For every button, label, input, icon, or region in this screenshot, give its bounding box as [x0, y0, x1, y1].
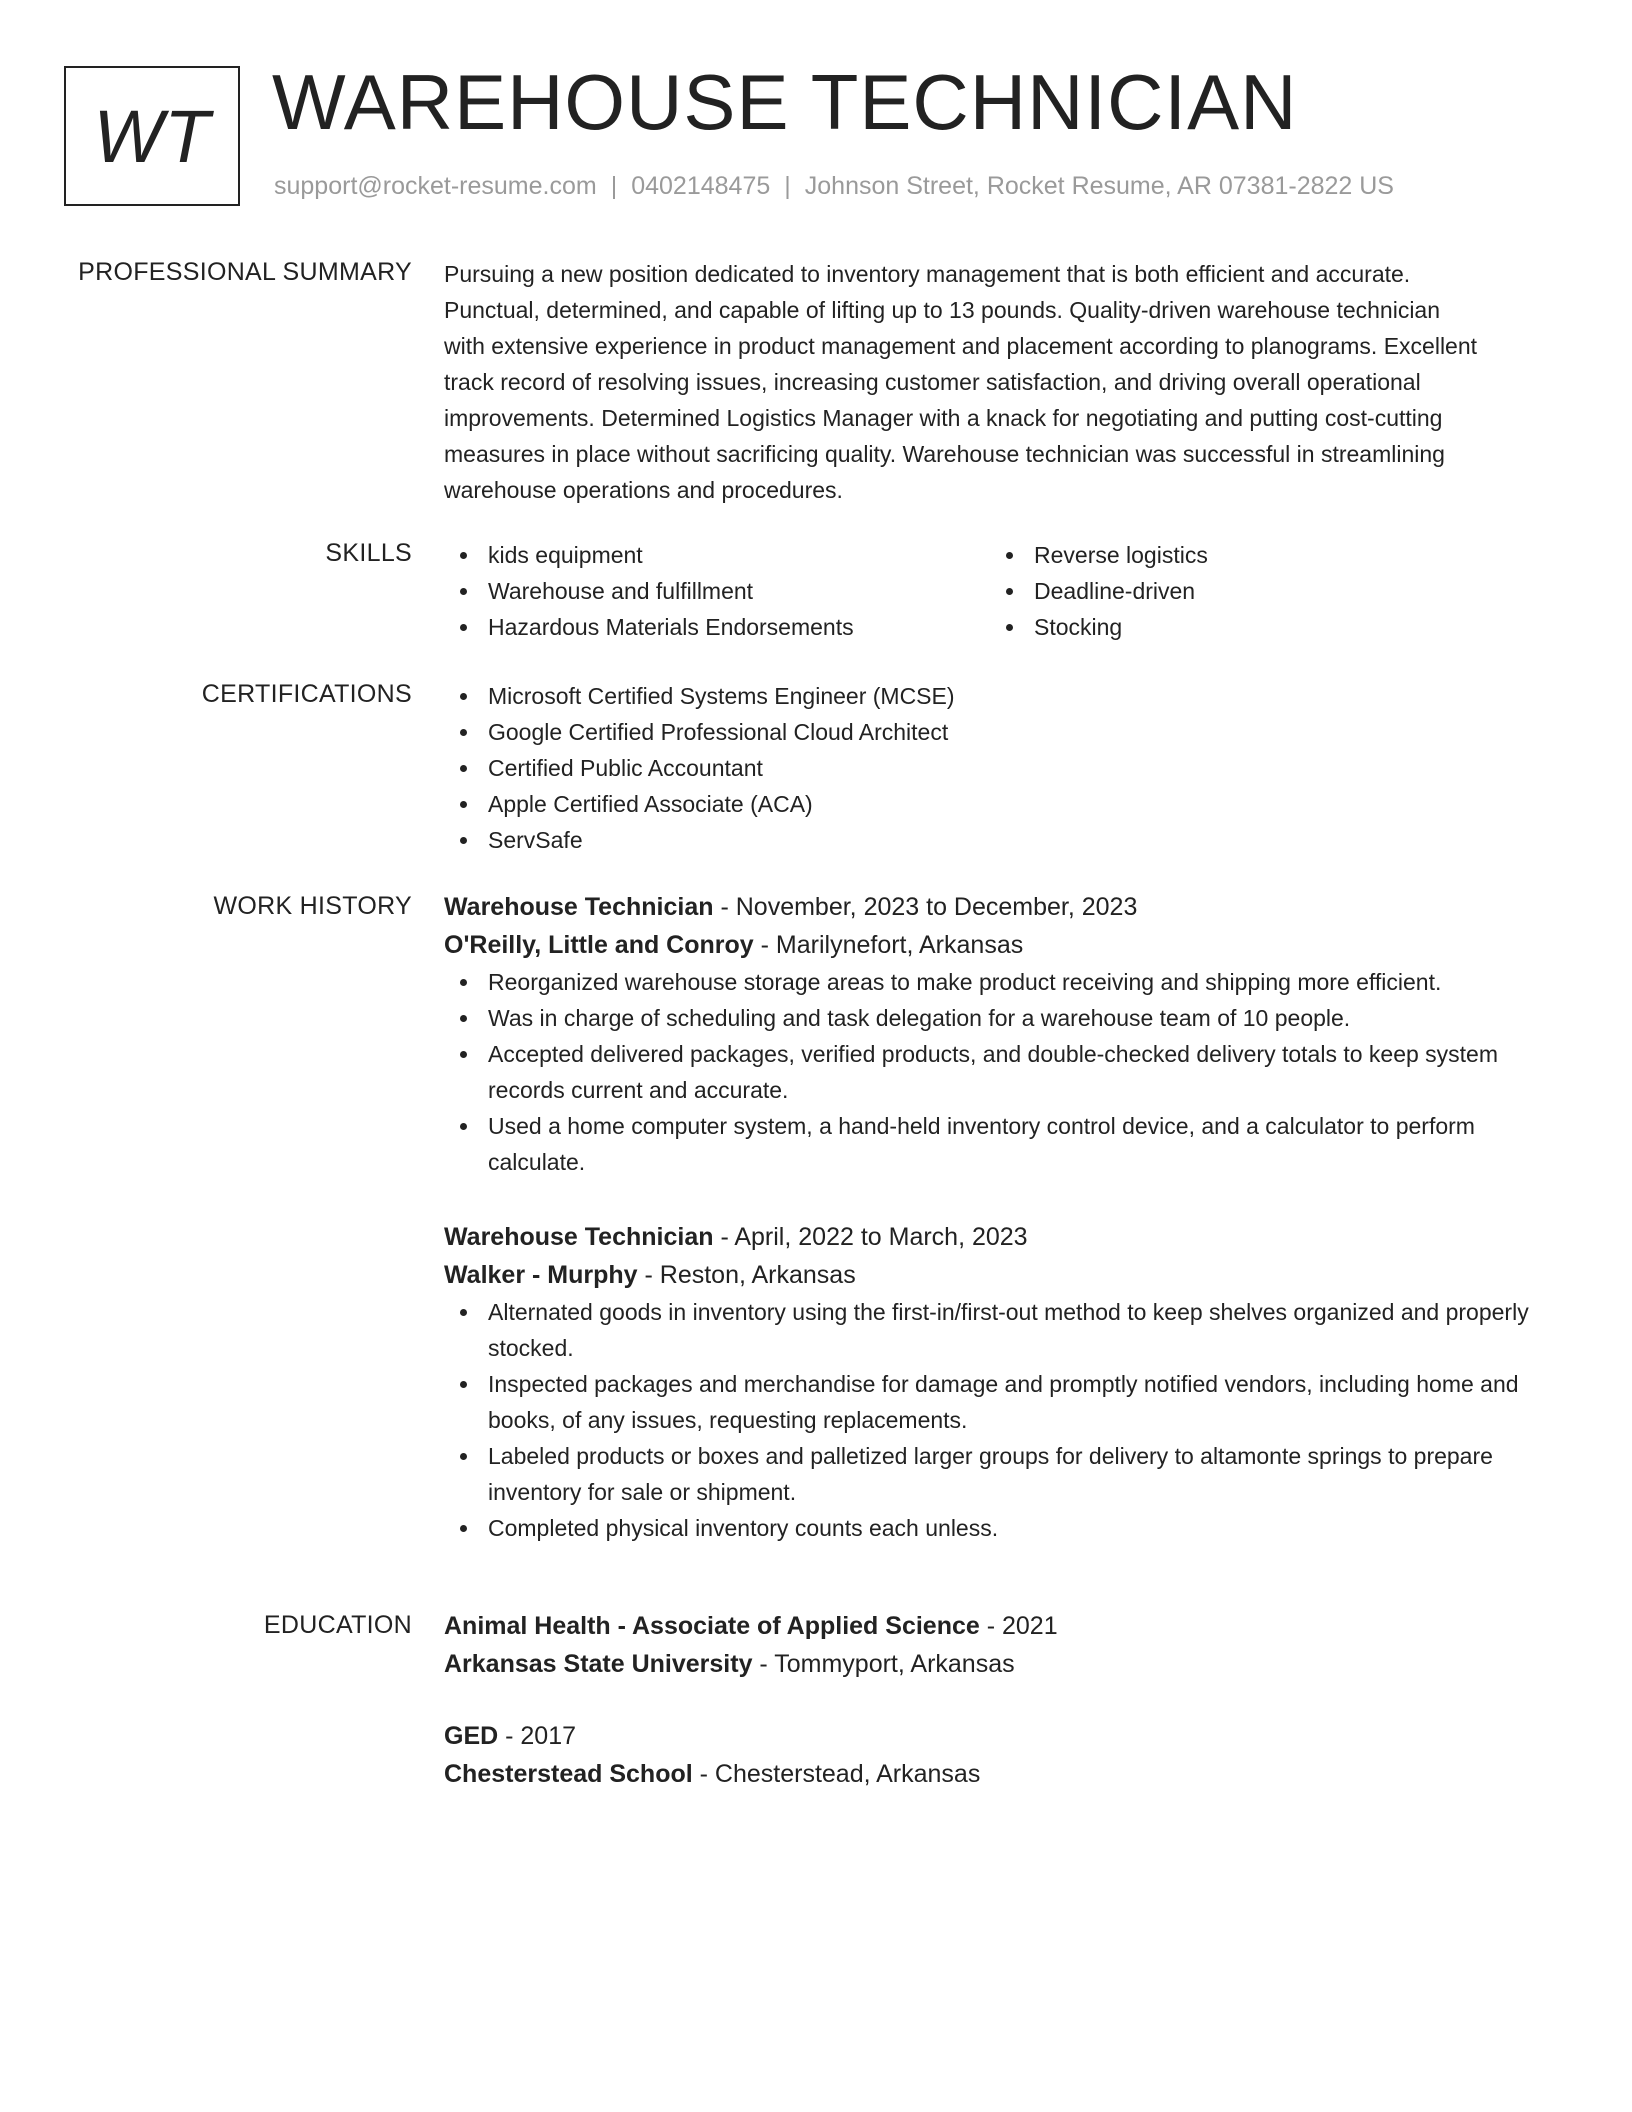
summary-line: warehouse operations and procedures.	[444, 477, 843, 503]
skill-item: Stocking	[990, 609, 1536, 645]
education-year: - 2017	[498, 1722, 577, 1750]
certification-item: Apple Certified Associate (ACA)	[444, 786, 1560, 822]
skills-grid	[444, 537, 1560, 645]
education-heading: EDUCATION	[263, 1611, 412, 1639]
job-company: O'Reilly, Little and Conroy	[444, 931, 754, 959]
skill-item: Deadline-driven	[990, 573, 1536, 609]
education-school-line	[444, 1645, 1560, 1683]
summary-line: with extensive experience in product management and placement according to planograms. Excellent	[444, 333, 1478, 359]
work-history-body	[444, 888, 1560, 1584]
education-degree: Animal Health - Associate of Applied Science	[444, 1612, 980, 1640]
skill-item: kids equipment	[444, 537, 990, 573]
education-location: - Chesterstead, Arkansas	[692, 1760, 981, 1788]
education-school-line	[444, 1755, 1560, 1793]
certification-item: ServSafe	[444, 822, 1560, 858]
education-year: - 2021	[979, 1612, 1058, 1640]
summary-line: Punctual, determined, and capable of lifting up to 13 pounds. Quality-driven warehouse technician	[444, 297, 1441, 323]
certifications-heading: CERTIFICATIONS	[201, 680, 412, 708]
education-entry	[444, 1607, 1560, 1683]
job-role: Warehouse Technician	[444, 893, 714, 921]
education-degree: GED	[444, 1722, 499, 1750]
job-role: Warehouse Technician	[444, 1223, 714, 1251]
summary-line: measures in place without sacrificing quality. Warehouse technician was successful in streamlining	[444, 441, 1445, 467]
job-duty: Used a home computer system, a hand-held inventory control device, and a calculator to perform calculate.	[444, 1108, 1560, 1180]
contact-phone: 0402148475	[631, 172, 771, 200]
resume-name: WAREHOUSE TECHNICIAN	[272, 58, 1298, 146]
contact-separator: |	[610, 172, 618, 200]
job-dates: - April, 2022 to March, 2023	[713, 1223, 1028, 1251]
summary-line: improvements. Determined Logistics Manager with a knack for negotiating and putting cost-cutting	[444, 405, 1443, 431]
contact-separator: |	[784, 172, 791, 200]
job-entry	[444, 888, 1560, 1180]
education-entry	[444, 1717, 1560, 1793]
skill-item: Reverse logistics	[990, 537, 1536, 573]
job-entry	[444, 1218, 1560, 1546]
job-title-line	[444, 888, 1560, 926]
job-company-line	[444, 926, 1560, 964]
job-duty: Labeled products or boxes and palletized larger groups for delivery to altamonte springs to prepare inventory for sale or shipment.	[444, 1438, 1560, 1510]
job-duties	[444, 1294, 1560, 1546]
skills-column-2	[990, 537, 1536, 645]
job-company-line	[444, 1256, 1560, 1294]
contact-email: support@rocket-resume.com	[274, 172, 597, 200]
job-duty: Was in charge of scheduling and task delegation for a warehouse team of 10 people.	[444, 1000, 1560, 1036]
job-duties	[444, 964, 1560, 1180]
job-duty: Alternated goods in inventory using the first-in/first-out method to keep shelves organized and properly stocked.	[444, 1294, 1560, 1366]
certification-item: Certified Public Accountant	[444, 750, 1560, 786]
certifications-body	[444, 678, 1560, 858]
job-location: - Marilynefort, Arkansas	[753, 931, 1024, 959]
certifications-list	[444, 678, 1560, 858]
job-dates: - November, 2023 to December, 2023	[713, 893, 1138, 921]
job-duty: Reorganized warehouse storage areas to make product receiving and shipping more efficient.	[444, 964, 1560, 1000]
work-history-heading: WORK HISTORY	[213, 892, 412, 920]
job-duty: Inspected packages and merchandise for damage and promptly notified vendors, including home and books, of any issues, requesting replacements.	[444, 1366, 1560, 1438]
monogram-box	[64, 66, 240, 206]
job-company: Walker - Murphy	[444, 1261, 638, 1289]
summary-heading: PROFESSIONAL SUMMARY	[78, 258, 412, 286]
education-school: Chesterstead School	[444, 1760, 693, 1788]
contact-address: Johnson Street, Rocket Resume, AR 07381-2822 US	[804, 172, 1394, 200]
skills-heading: SKILLS	[325, 539, 412, 567]
contact-line	[274, 172, 1394, 201]
education-location: - Tommyport, Arkansas	[752, 1650, 1015, 1678]
skill-item: Warehouse and fulfillment	[444, 573, 990, 609]
summary-line: Pursuing a new position dedicated to inventory management that is both efficient and accurate.	[444, 261, 1411, 287]
education-degree-line	[444, 1717, 1560, 1755]
job-duty: Completed physical inventory counts each unless.	[444, 1510, 1560, 1546]
education-body	[444, 1607, 1560, 1827]
job-location: - Reston, Arkansas	[637, 1261, 856, 1289]
certification-item: Google Certified Professional Cloud Architect	[444, 714, 1560, 750]
education-degree-line	[444, 1607, 1560, 1645]
certification-item: Microsoft Certified Systems Engineer (MCSE)	[444, 678, 1560, 714]
job-title-line	[444, 1218, 1560, 1256]
skills-column-1	[444, 537, 990, 645]
skill-item: Hazardous Materials Endorsements	[444, 609, 990, 645]
summary-line: track record of resolving issues, increasing customer satisfaction, and driving overall operational	[444, 369, 1421, 395]
monogram-initials: WT	[93, 94, 211, 178]
job-duty: Accepted delivered packages, verified products, and double-checked delivery totals to keep system records current and accurate.	[444, 1036, 1560, 1108]
education-school: Arkansas State University	[444, 1650, 753, 1678]
summary-body	[444, 256, 1560, 508]
